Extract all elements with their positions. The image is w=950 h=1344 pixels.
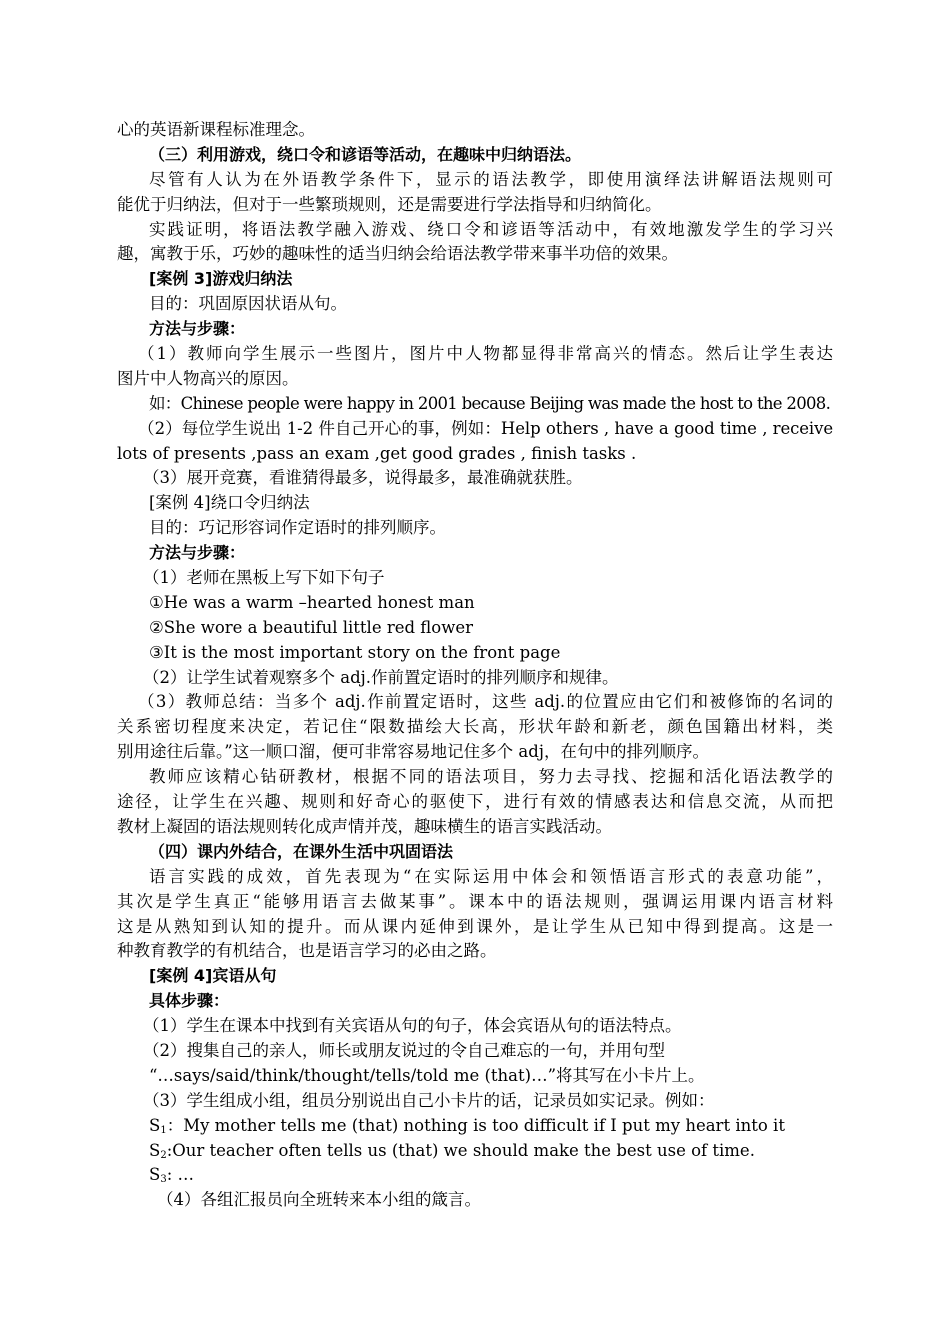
example-sentence: ②She wore a beautiful little red flower <box>149 617 473 637</box>
speaker-line-3 <box>117 1163 833 1188</box>
text-line: （2）搜集自己的亲人，师长或朋友说过的令自己难忘的一句，并用句型 <box>143 1040 665 1060</box>
text-line: （2）每位学生说出 1-2 件自己开心的事，例如：Help others , have a good time , receive <box>138 418 833 438</box>
text-line: 目的：巧记形容词作定语时的排列顺序。 <box>149 518 446 538</box>
text-line: （2）让学生试着观察多个 adj.作前置定语时的排列顺序和规律。 <box>143 667 619 687</box>
text-line: 实践证明，将语法教学融入游戏、绕口令和谚语等活动中，有效地激发学生的学习兴 <box>149 219 833 239</box>
text-line: 种教育教学的有机结合，也是语言学习的必由之路。 <box>117 941 497 961</box>
section-heading: （四）课内外结合，在课外生活中巩固语法 <box>149 841 454 861</box>
speaker-line-1 <box>117 1114 833 1139</box>
speaker-number: 3 <box>160 1174 167 1186</box>
speaker-number: 1 <box>160 1124 167 1136</box>
case-heading: [案例 3]游戏归纳法 <box>149 269 293 289</box>
subheading: 方法与步骤： <box>149 543 246 563</box>
text-line: （4）各组汇报员向全班转来本小组的箴言。 <box>157 1190 481 1210</box>
speaker-label: S <box>149 1140 161 1160</box>
speaker-label: S <box>149 1165 161 1185</box>
text-line: 教师应该精心钻研教材，根据不同的语法项目，努力去寻找、挖掘和活化语法教学的 <box>149 767 833 787</box>
text-line: （1）教师向学生展示一些图片，图片中人物都显得非常高兴的情态。然后让学生表达 <box>138 344 833 364</box>
text-line: 语言实践的成效，首先表现为“在实际运用中体会和领悟语言形式的表意功能”， <box>149 866 833 886</box>
text-line: 图片中人物高兴的原因。 <box>117 368 299 388</box>
text-line: （3）展开竞赛，看谁猜得最多，说得最多，最准确就获胜。 <box>143 468 583 488</box>
document-page <box>117 118 833 1213</box>
text-line: （1）学生在课本中找到有关宾语从句的句子，体会宾语从句的语法特点。 <box>143 1016 682 1036</box>
text-line: lots of presents ,pass an exam ,get good grades , finish tasks . <box>117 443 637 463</box>
subheading: 方法与步骤： <box>149 319 246 339</box>
speaker-text: : … <box>166 1165 194 1185</box>
example-sentence: ①He was a warm –hearted honest man <box>149 592 475 612</box>
text-line: “…says/said/think/thought/tells/told me (that)…”将其写在小卡片上。 <box>149 1065 705 1085</box>
text-line: 教材上凝固的语法规则转化成声情并茂，趣味横生的语言实践活动。 <box>117 816 612 836</box>
text-line: （3）学生组成小组，组员分别说出自己小卡片的话，记录员如实记录。例如： <box>143 1090 715 1110</box>
text-line: 这是从熟知到认知的提升。而从课内延伸到课外，是让学生从已知中得到提高。这是一 <box>117 916 833 936</box>
text-line: 趣，寓教于乐，巧妙的趣味性的适当归纳会给语法教学带来事半功倍的效果。 <box>117 244 678 264</box>
text-line: （3）教师总结：当多个 adj.作前置定语时，这些 adj.的位置应由它们和被修饰的名词的 <box>138 692 833 712</box>
section-heading: （三）利用游戏，绕口令和谚语等活动，在趣味中归纳语法。 <box>149 144 582 164</box>
text-line: 尽管有人认为在外语教学条件下，显示的语法教学，即使用演绎法讲解语法规则可 <box>149 169 833 189</box>
text-line: 途径，让学生在兴趣、规则和好奇心的驱使下，进行有效的情感表达和信息交流，从而把 <box>117 792 833 812</box>
text-line: 别用途往后靠。”这一顺口溜，便可非常容易地记住多个 adj，在句中的排列顺序。 <box>117 742 709 762</box>
speaker-number: 2 <box>160 1149 167 1161</box>
subheading: 具体步骤： <box>149 991 230 1011</box>
text-line: 能优于归纳法，但对于一些繁琐规则，还是需要进行学法指导和归纳简化。 <box>117 194 662 214</box>
speaker-label: S <box>149 1115 161 1135</box>
text-line: 关系密切程度来决定，若记住“限数描绘大长高，形状年龄和新老，颜色国籍出材料，类 <box>117 717 833 737</box>
speaker-line-2 <box>117 1139 833 1164</box>
speaker-text: :Our teacher often tells us (that) we should make the best use of time. <box>166 1140 755 1160</box>
case-heading: [案例 4]宾语从句 <box>149 966 277 986</box>
text-line: 目的：巩固原因状语从句。 <box>149 294 347 314</box>
text-line: 心的英语新课程标准理念。 <box>117 120 315 139</box>
text-line: （1）老师在黑板上写下如下句子 <box>143 568 385 588</box>
text-line: 如：Chinese people were happy in 2001 because Beijing was made the host to the 2008. <box>149 393 831 413</box>
example-sentence: ③It is the most important story on the front page <box>149 642 561 662</box>
text-line: 其次是学生真正“能够用语言去做某事”。课本中的语法规则，强调运用课内语言材料 <box>117 891 833 911</box>
speaker-text: ：My mother tells me (that) nothing is too difficult if I put my heart into it <box>166 1115 785 1135</box>
case-heading: [案例 4]绕口令归纳法 <box>149 493 310 513</box>
